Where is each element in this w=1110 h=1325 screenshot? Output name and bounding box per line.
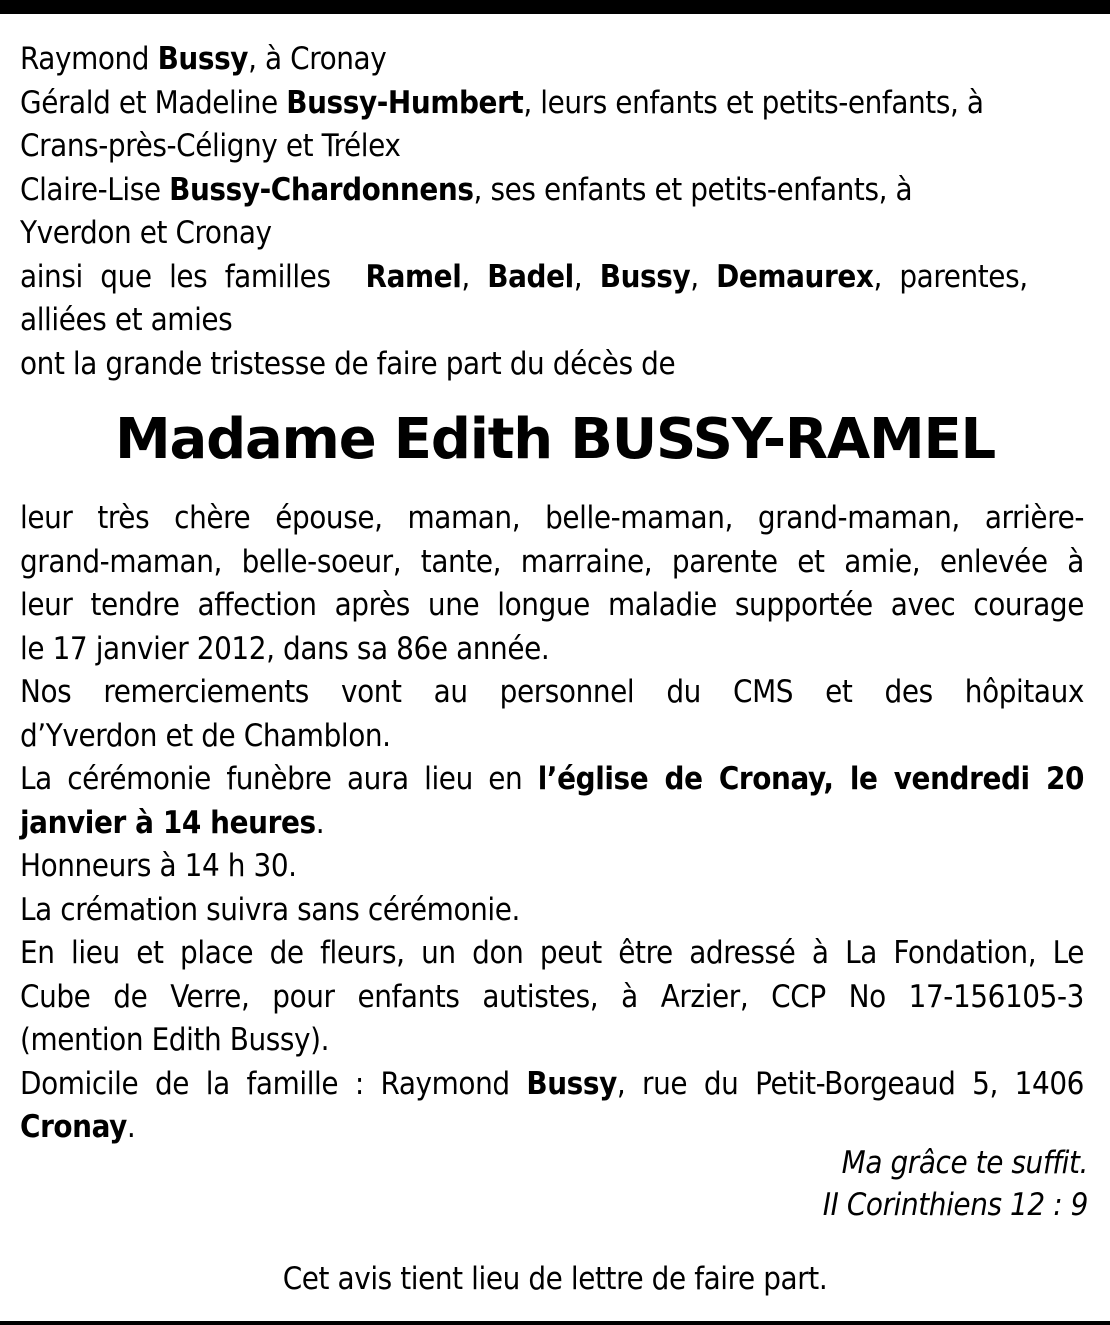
body-line: leur tendre affection après une longue maladie supportée avec courage bbox=[20, 587, 1084, 623]
address-line: Domicile de la famille : Raymond Bussy, rue du Petit-Borgeaud 5, 1406 bbox=[20, 1065, 1085, 1102]
body-line: La crémation suivra sans cérémonie. bbox=[20, 891, 520, 928]
address-line: Cronay. bbox=[20, 1109, 136, 1145]
family-line-5: Yverdon et Cronay bbox=[20, 215, 272, 251]
quote-text: Ma grâce te suffit. bbox=[841, 1145, 1088, 1181]
family-list bbox=[20, 38, 1084, 386]
top-border-rule bbox=[0, 0, 1110, 14]
surname: Bussy-Chardonnens bbox=[169, 171, 474, 208]
body-line: leur très chère épouse, maman, belle-maman, grand-maman, arrière- bbox=[20, 500, 1084, 536]
bible-quote bbox=[823, 1142, 1088, 1226]
family-line-3: Crans-près-Céligny et Trélex bbox=[20, 128, 401, 164]
announcement-line: ont la grande tristesse de faire part du décès de bbox=[20, 345, 676, 382]
family-line-1: Raymond Bussy, à Cronay bbox=[20, 41, 387, 77]
body-line: Nos remerciements vont au personnel du CMS et des hôpitaux bbox=[20, 674, 1084, 710]
ceremony-line: janvier à 14 heures. bbox=[20, 804, 325, 841]
donation-line: (mention Edith Bussy). bbox=[20, 1022, 330, 1058]
closing-note: Cet avis tient lieu de lettre de faire part. bbox=[282, 1261, 828, 1297]
family-line-6: ainsi que les familles Ramel, Badel, Bussy, Demaurex, parentes, bbox=[20, 258, 1028, 295]
surname: Bussy-Humbert bbox=[286, 84, 524, 121]
family-line-4: Claire-Lise Bussy-Chardonnens, ses enfants et petits-enfants, à bbox=[20, 171, 913, 208]
obituary-body bbox=[20, 497, 1084, 1150]
bottom-border-rule bbox=[0, 1321, 1110, 1325]
body-line: grand-maman, belle-soeur, tante, marraine, parente et amie, enlevée à bbox=[20, 543, 1084, 580]
family-line-2: Gérald et Madeline Bussy-Humbert, leurs enfants et petits-enfants, à bbox=[20, 84, 984, 121]
deceased-name-title: Madame Edith BUSSY-RAMEL bbox=[114, 407, 996, 472]
body-line: Honneurs à 14 h 30. bbox=[20, 848, 297, 884]
surname: Bussy bbox=[157, 41, 249, 77]
body-line: d’Yverdon et de Chamblon. bbox=[20, 717, 391, 754]
family-line-7: alliées et amies bbox=[20, 302, 233, 338]
donation-line: En lieu et place de fleurs, un don peut être adressé à La Fondation, Le bbox=[20, 935, 1084, 971]
donation-line: Cube de Verre, pour enfants autistes, à Arzier, CCP No 17-156105-3 bbox=[20, 978, 1084, 1015]
ceremony-line: La cérémonie funèbre aura lieu en l’église de Cronay, le vendredi 20 bbox=[20, 761, 1084, 797]
body-line: le 17 janvier 2012, dans sa 86e année. bbox=[20, 630, 550, 667]
quote-reference: II Corinthiens 12 : 9 bbox=[822, 1187, 1088, 1223]
